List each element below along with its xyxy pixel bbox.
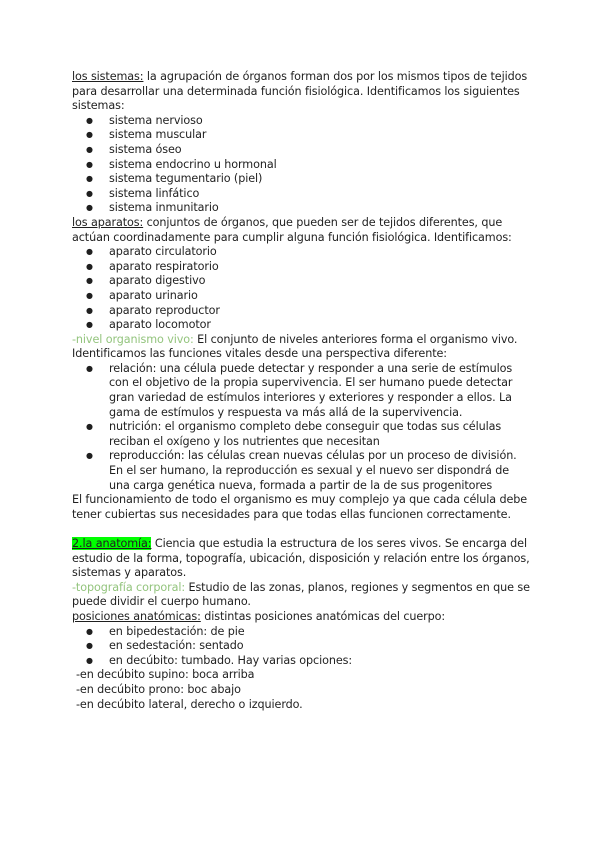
funciones-list <box>72 362 532 493</box>
sistemas-paragraph <box>72 70 532 114</box>
list-item: ● aparato reproductor <box>72 304 532 319</box>
decubito-line: -en decúbito lateral, derecho o izquierdo. <box>76 697 303 711</box>
aparatos-paragraph <box>72 216 532 245</box>
list-item: ● relación: una célula puede detectar y responder a una serie de estímulos con el objetivo de la propia supervivencia. El ser humano puede detectar gran variedad de estímulos interiores y exteriores y responder a ellos. La gama de estímulos y respuesta va más allá de la supervivencia. <box>72 362 532 420</box>
list-item: ● sistema linfático <box>72 187 532 202</box>
aparatos-text: conjuntos de órganos, que pueden ser de tejidos diferentes, que actúan coordinadamente para cumplir alguna función fisiológica. Identificamos: <box>72 215 512 244</box>
anatomia-heading: 2.la anatomía: <box>72 537 152 550</box>
document-page <box>72 70 532 712</box>
organismo-heading: -nivel organismo vivo: <box>72 332 194 346</box>
list-item: ● en bipedestación: de pie <box>72 625 532 640</box>
list-item: ● aparato respiratorio <box>72 260 532 275</box>
topografia-paragraph <box>72 581 532 610</box>
organismo-text: El conjunto de niveles anteriores forma el organismo vivo. Identificamos las funciones vitales desde una perspectiva diferente: <box>72 332 518 361</box>
list-item: ● en sedestación: sentado <box>72 639 532 654</box>
decubito-line: -en decúbito prono: boc abajo <box>76 682 241 696</box>
anatomia-text: Ciencia que estudia la estructura de los seres vivos. Se encarga del estudio de la forma, topografía, ubicación, disposición y relación entre los órganos, sistemas y aparatos. <box>72 537 530 580</box>
list-item: ● sistema muscular <box>72 128 532 143</box>
posiciones-heading: posiciones anatómicas: <box>72 609 201 623</box>
list-item: ● sistema tegumentario (piel) <box>72 172 532 187</box>
spacer <box>72 522 532 537</box>
aparatos-list <box>72 245 532 333</box>
list-item: ● sistema inmunitario <box>72 201 532 216</box>
list-item: ● aparato circulatorio <box>72 245 532 260</box>
posiciones-paragraph <box>72 610 532 625</box>
list-item: ● aparato urinario <box>72 289 532 304</box>
sistemas-text: la agrupación de órganos forman dos por los mismos tipos de tejidos para desarrollar una determinada función fisiológica. Identificamos los siguientes sistemas: <box>72 70 528 113</box>
list-item: ● nutrición: el organismo completo debe conseguir que todas sus células reciban el oxígeno y los nutrientes que necesitan <box>72 420 532 449</box>
list-item: ● sistema óseo <box>72 143 532 158</box>
list-item: ● sistema nervioso <box>72 114 532 129</box>
sistemas-list <box>72 114 532 216</box>
aparatos-heading: los aparatos: <box>72 215 144 229</box>
list-item: ● reproducción: las células crean nuevas células por un proceso de división. En el ser humano, la reproducción es sexual y el nuevo ser dispondrá de una carga genética nueva, formada a partir de la de sus progenitores <box>72 449 532 493</box>
posiciones-text: distintas posiciones anatómicas del cuerpo: <box>200 609 446 623</box>
list-item: ● sistema endocrino u hormonal <box>72 158 532 173</box>
organismo-conclusion: El funcionamiento de todo el organismo es muy complejo ya que cada célula debe tener cubiertas sus necesidades para que todas ellas funcionen correctamente. <box>72 493 528 521</box>
list-item: ● aparato digestivo <box>72 274 532 289</box>
topografia-text: Estudio de las zonas, planos, regiones y segmentos en que se puede dividir el cuerpo humano. <box>72 580 530 609</box>
sistemas-heading: los sistemas: <box>72 70 144 83</box>
organismo-paragraph <box>72 333 532 362</box>
list-item: ● aparato locomotor <box>72 318 532 333</box>
list-item: ● en decúbito: tumbado. Hay varias opciones: <box>72 654 532 669</box>
posiciones-list <box>72 625 532 669</box>
decubito-line: -en decúbito supino: boca arriba <box>76 668 255 682</box>
anatomia-paragraph <box>72 537 532 581</box>
topografia-heading: -topografía corporal: <box>72 580 186 594</box>
